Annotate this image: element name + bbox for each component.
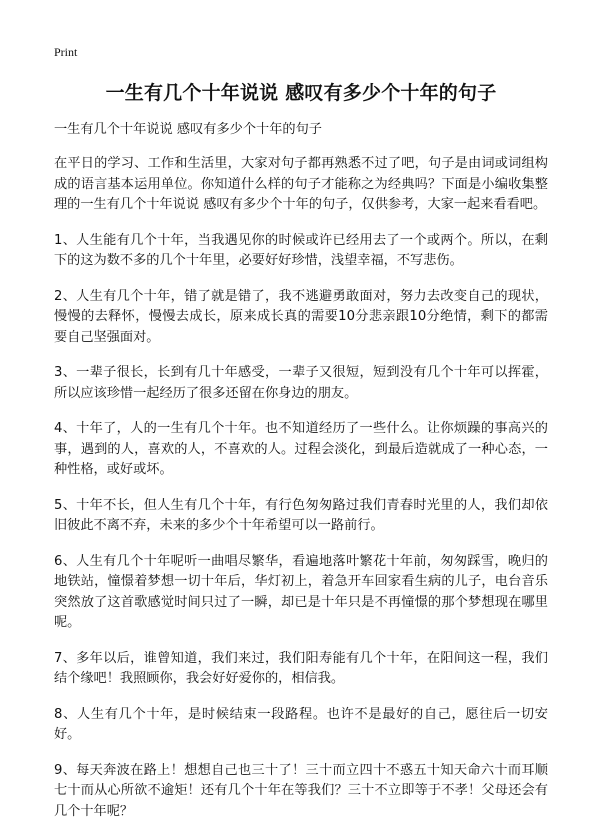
quote-paragraph-6: 6、人生有几个十年呢听一曲唱尽繁华，看遍地落叶繁花十年前，匆匆踩雪，晚归的地铁站，憧憬着梦想一切十年后，华灯初上，着急开车回家看生病的儿子，电台音乐突然放了这首歌感觉时间只过了一瞬，却已是十年只是不再憧憬的那个梦想现在哪里呢。 <box>54 553 548 630</box>
quote-paragraph-7: 7、多年以后，谁曾知道，我们来过，我们阳寿能有几个十年，在阳间这一程，我们结个缘吧！我照顾你，我会好好爱你的，相信我。 <box>54 650 548 686</box>
quote-paragraph-2: 2、人生有几个十年，错了就是错了，我不逃避勇敢面对，努力去改变自己的现状，慢慢的去释怀，慢慢去成长，原来成长真的需要10分悲亲跟10分绝情，剩下的都需要自己坚强面对。 <box>54 288 548 345</box>
quote-paragraph-4: 4、十年了，人的一生有几个十年。也不知道经历了一些什么。让你烦躁的事高兴的事，遇到的人，喜欢的人，不喜欢的人。过程会淡化，到最后造就成了一种心态，一种性格，或好或坏。 <box>54 421 548 477</box>
quote-paragraph-8: 8、人生有几个十年，是时候结束一段路程。也许不是最好的自己，愿往后一切安好。 <box>54 706 548 742</box>
quote-paragraph-9: 9、每天奔波在路上！想想自己也三十了！三十而立四十不惑五十知天命六十而耳顺七十而从心所欲不逾矩！还有几个十年在等我们？三十不立即等于不孝！父母还会有几个十年呢？ <box>54 762 548 819</box>
intro-paragraph: 在平日的学习、工作和生活里，大家对句子都再熟悉不过了吧，句子是由词或词组构成的语言基本运用单位。你知道什么样的句子才能称之为经典吗？下面是小编收集整理的一生有几个十年说说 感叹有多少个十年的句子，仅供参考，大家一起来看看吧。 <box>54 156 548 212</box>
quote-paragraph-3: 3、一辈子很长，长到有几十年感受，一辈子又很短，短到没有几个十年可以挥霍，所以应该珍惜一起经历了很多还留在你身边的朋友。 <box>54 365 548 401</box>
article-subtitle: 一生有几个十年说说 感叹有多少个十年的句子 <box>54 122 322 137</box>
page-title: 一生有几个十年说说 感叹有多少个十年的句子 <box>105 82 497 104</box>
quote-paragraph-1: 1、人生能有几个十年，当我遇见你的时候或许已经用去了一个或两个。所以，在剩下的这为数不多的几个十年里，必要好好珍惜，浅望幸福，不写悲伤。 <box>54 232 548 268</box>
print-link[interactable]: Print <box>54 45 78 59</box>
quote-paragraph-5: 5、十年不长，但人生有几个十年，有行色匆匆路过我们青春时光里的人，我们却依旧彼此不离不弃，未来的多少个十年希望可以一路前行。 <box>54 497 548 533</box>
